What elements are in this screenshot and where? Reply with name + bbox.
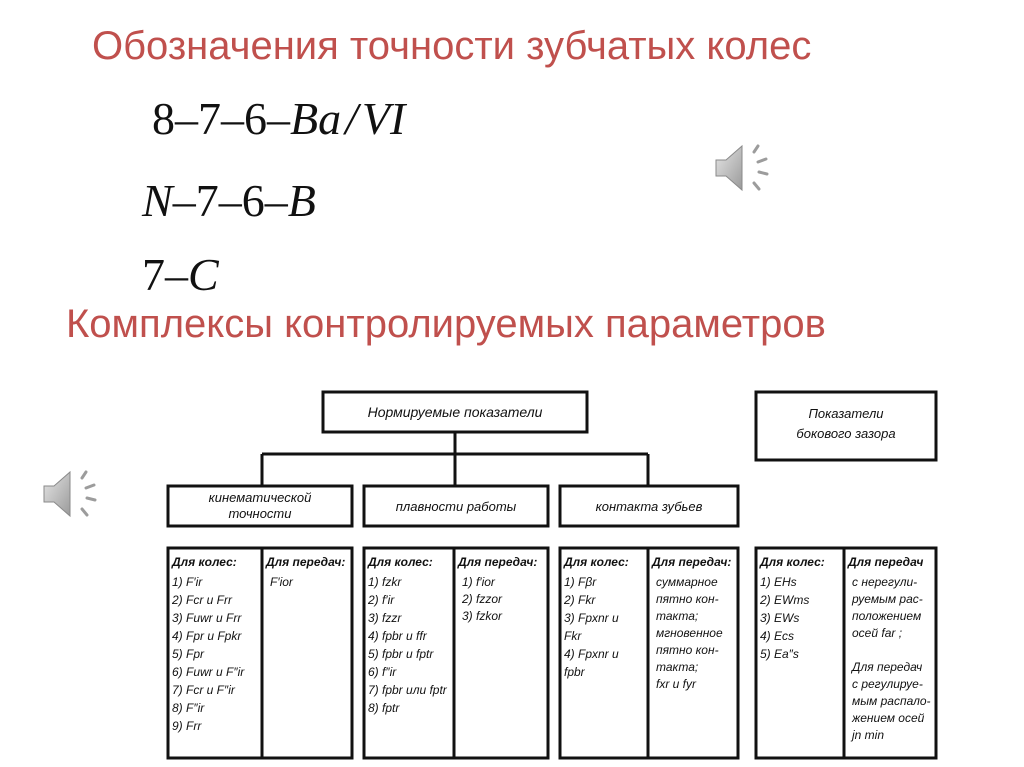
gears-parameter: мгновенное	[656, 626, 723, 640]
formula-term: 7	[195, 175, 219, 226]
wheels-column-title: Для колес:	[368, 555, 433, 569]
wheels-parameter: 3) EWs	[760, 611, 800, 625]
formula-term: 6	[241, 175, 265, 226]
slide-title: Обозначения точности зубчатых колес	[92, 24, 812, 68]
wheels-parameter: 6) f″ir	[368, 665, 397, 679]
gears-parameter: с нерегули-	[852, 575, 918, 589]
formula-term: B	[287, 175, 316, 226]
wheels-parameter: 6) Fuwr и F″ir	[172, 665, 245, 679]
formula-term: 7	[142, 249, 165, 300]
gears-parameter: руемым рас-	[852, 592, 923, 606]
group-header-line: кинематической	[208, 490, 312, 505]
slide-subtitle: Комплексы контролируемых параметров	[66, 302, 826, 346]
wheels-parameter: 3) fzzr	[368, 611, 402, 625]
wheels-parameter: 1) EHs	[760, 575, 797, 589]
gears-parameter: осей far ;	[852, 626, 903, 640]
wheels-parameter: 5) Ea″s	[760, 647, 799, 661]
wheels-parameter: 4) Fpr и Fpkr	[172, 629, 242, 643]
gears-parameter: 1) f′ior	[462, 575, 495, 589]
gears-column-title: Для передач:	[266, 555, 346, 569]
wheels-parameter: 2) Fcr и Frr	[172, 593, 232, 607]
wheels-parameter: 5) fpbr и fptr	[368, 647, 434, 661]
gears-parameter: F′ior	[270, 575, 293, 589]
gears-parameter: 2) fzzor	[462, 592, 503, 606]
group-header-line: точности	[228, 506, 292, 521]
wheels-parameter: 2) f′ir	[368, 593, 395, 607]
formula-dash: –	[172, 175, 196, 226]
gears-parameter: такта;	[656, 609, 699, 623]
wheels-parameter: 4) fpbr и ffr	[368, 629, 427, 643]
wheels-parameter: 8) fptr	[368, 701, 400, 715]
wheels-parameter: 1) Fβr	[564, 575, 597, 589]
formula-term: C	[188, 249, 219, 300]
wheels-parameter: 1) F′ir	[172, 575, 203, 589]
gears-parameter: с регулируе-	[852, 677, 923, 691]
wheels-column-title: Для колес:	[172, 555, 237, 569]
group-header-line: плавности работы	[395, 499, 517, 514]
gears-column-title: Для передач:	[652, 555, 732, 569]
wheels-parameter: 7) Fcr и F″ir	[172, 683, 235, 697]
gears-parameter: fxr и fyr	[656, 677, 697, 691]
wheels-parameter: 3) Fpxnr и	[564, 611, 619, 625]
wheels-parameter: Fkr	[564, 629, 582, 643]
gears-parameter: jn min	[852, 728, 885, 742]
gears-parameter: суммарное	[656, 575, 718, 589]
gears-parameter: пятно кон-	[656, 592, 719, 606]
wheels-parameter: 2) Fkr	[564, 593, 596, 607]
wheels-parameter: 7) fpbr или fptr	[368, 683, 447, 697]
formula-slash: /	[345, 93, 358, 144]
wheels-parameter: 4) Fpxnr и	[564, 647, 619, 661]
wheels-column-title: Для колес:	[760, 555, 825, 569]
formula-dash: –	[165, 249, 188, 300]
formula-term: VI	[361, 93, 406, 144]
wheels-parameter: fpbr	[564, 665, 585, 679]
formula-dash: –	[218, 175, 242, 226]
group-header-line: контакта зубьев	[595, 499, 703, 514]
gears-parameter: 3) fzkor	[462, 609, 503, 623]
wheels-parameter: 5) Fpr	[172, 647, 205, 661]
side-box-line: бокового зазора	[796, 426, 896, 441]
gears-parameter: положением	[852, 609, 922, 623]
side-box-line: Показатели	[808, 406, 884, 421]
gears-parameter: пятно кон-	[656, 643, 719, 657]
root-label: Нормируемые показатели	[367, 404, 543, 420]
wheels-parameter: 8) F″ir	[172, 701, 205, 715]
gears-column-title: Для передач:	[458, 555, 538, 569]
formula-dash: –	[267, 93, 290, 144]
gears-parameter: жением осей	[852, 711, 925, 725]
wheels-parameter: 2) EWms	[760, 593, 810, 607]
wheels-parameter: 4) Ecs	[760, 629, 795, 643]
gears-column-title: Для передач	[848, 555, 924, 569]
formula-term: 8	[152, 93, 175, 144]
gears-parameter: Для передач	[852, 660, 923, 674]
gears-parameter: такта;	[656, 660, 699, 674]
wheels-parameter: 1) fzkr	[368, 575, 402, 589]
formula-term: 6	[244, 93, 267, 144]
formula-dash: –	[264, 175, 288, 226]
formula-dash: –	[175, 93, 198, 144]
formula-dash: –	[221, 93, 244, 144]
formula-term: N	[142, 175, 173, 226]
formula-term: 7	[198, 93, 221, 144]
wheels-parameter: 3) Fuwr и Frr	[172, 611, 242, 625]
wheels-column-title: Для колес:	[564, 555, 629, 569]
wheels-parameter: 9) Frr	[172, 719, 202, 733]
formula-term: Ba	[290, 93, 342, 144]
gears-parameter: мым распало-	[852, 694, 931, 708]
